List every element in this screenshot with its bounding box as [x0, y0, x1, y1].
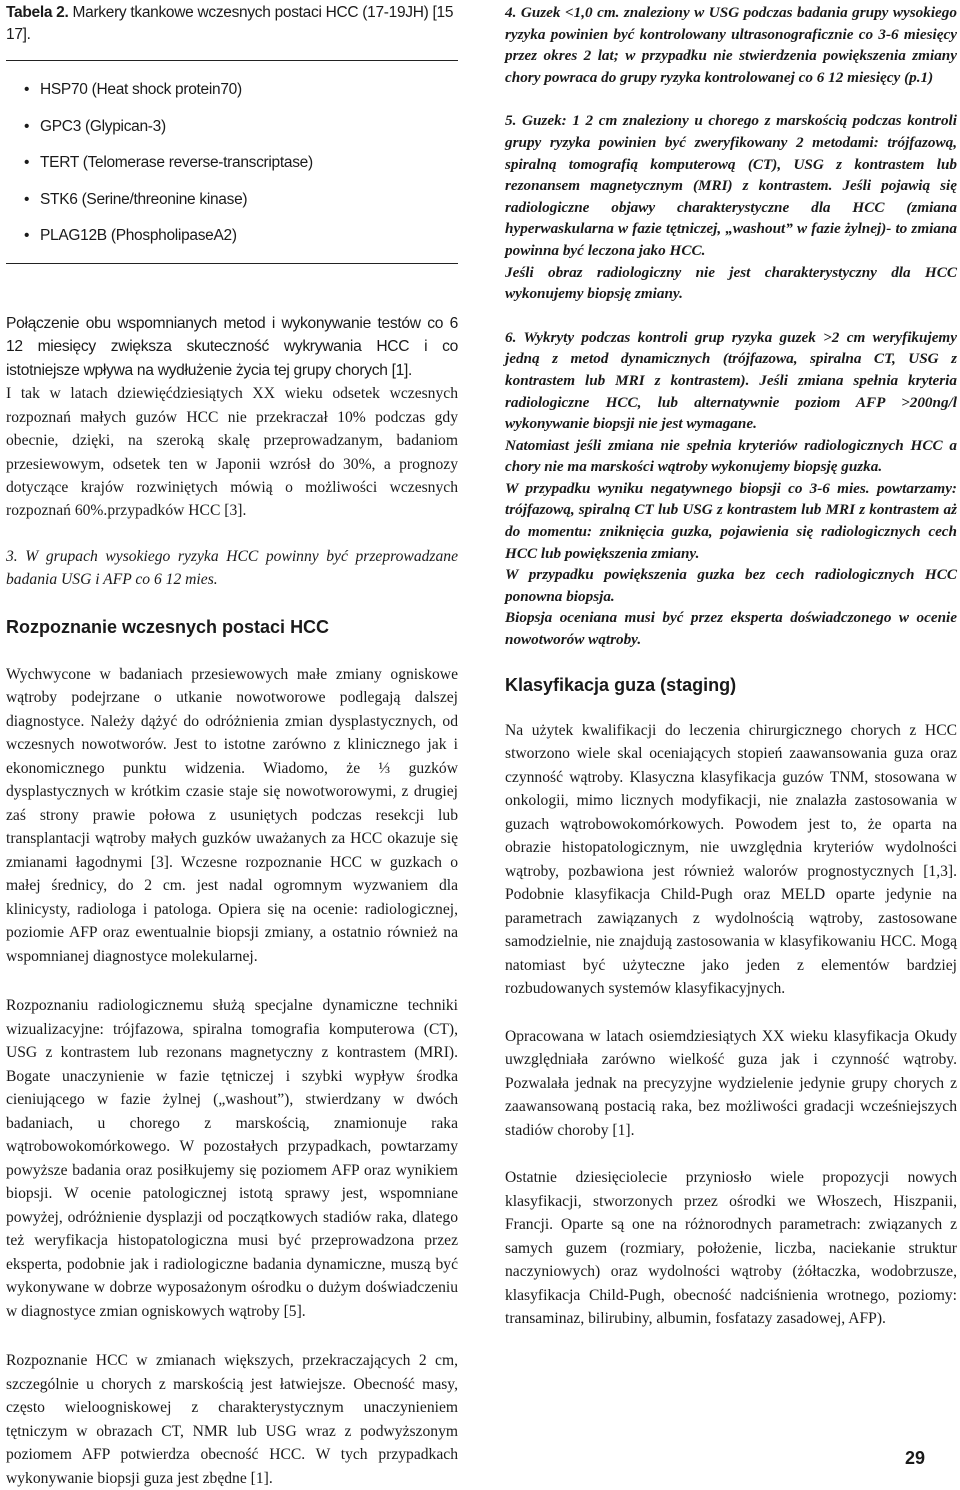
- section-heading: Klasyfikacja guza (staging): [505, 674, 737, 695]
- paragraph: Na użytek kwalifikacji do leczenia chirurgicznego chorych z HCC stworzono wiele skal oceniających stopień zaawansowania guza oraz czynność wątroby. Klasyczna klasyfikacja guzów TNM, stosowana w onkologii, mimo licznych modyfikacji, nie znalazła zastosowania w guzach wątrobowokomórkowych. Powodem jest to, że oparta na obrazie histopatologicznym, nie uwzględnia kryteriów wydolności wątroby, pozbawiona jest również walorów prognostycznych [1,3]. Podobnie klasyfikacja Child-Pugh oraz MELD oparte jedynie na parametrach zawiązanych z wydolnością wątroby, zastosowane samodzielnie, nie znajdują zastosowania w klasyfikowaniu HCC. Mogą natomiast być użyteczne jako jeden z elementów bardziej rozbudowanych systemów klasyfikacyjnych.: [505, 721, 957, 998]
- recommendation-5: 5. Guzek: 1 2 cm znaleziony u chorego z marskością podczas kontroli grupy ryzyka powinien być zweryfikowany 2 metodami: trójfazową, spiralną tomografią komputerową (CT), USG z kontrastem lub rezonansem magnetycznym (MRI) z kontrastem. Jeśli pojawią się radiologiczne objawy charakterystyczne dla HCC (zmiana hyperwaskularna w fazie tętniczej, „washout” w fazie żylnej)- to zmiana powinna być leczona jako HCC.: [505, 112, 957, 259]
- paragraph: I tak w latach dziewięćdziesiątych XX wieku odsetek wczesnych rozpoznań małych guzów HCC nie przekraczał 10% podczas gdy obecnie, dzięki, na szeroką skalę przeprowadzanym, badaniom przesiewowym, odsetek ten w Japonii wzrósł do 30%, a prognozy dotyczące krajów rozwiniętych mówią o możliwości wczesnych rozpoznań 60%.przypadków HCC [3].: [6, 385, 458, 520]
- paragraph: Ostatnie dziesięciolecie przyniosło wiele propozycji nowych klasyfikacji, stworzonych przez ośrodki we Włoszech, Hiszpanii, Francji. Oparte są one na różnorodnych parametrach: związanych z samych guzem (rozmiary, położenie, liczba, naciekanie struktur naczyniowych) oraz wydolności wątroby (żółtaczka, wodobrzusze, klasyfikacja Child-Pugh, obecność nadciśnienia wrotnego, poziomy: transaminaz, bilirubiny, albumin, fosfatazy zasadowej, AFP).: [505, 1169, 957, 1328]
- recommendation-3: 3. W grupach wysokiego ryzyka HCC powinny być przeprowadzane badania USG i AFP co 6 12 mies.: [6, 547, 458, 588]
- table-title: Markery tkankowe wczesnych postaci HCC (17-19JH) [15 17].: [6, 4, 454, 43]
- marker-item: • TERT (Telomerase reverse-transcriptase): [6, 145, 458, 182]
- marker-item: • HSP70 (Heat shock protein70): [6, 72, 458, 109]
- marker-list: [6, 61, 458, 263]
- paragraph: Opracowana w latach osiemdziesiątych XX wieku klasyfikacja Okudy uwzględniała zarówno wielkość guza jak i czynność wątroby. Pozwalała jednak na precyzyjne wydzielenie jedynie grupy chorych z zaawansowaną postacią raka, bez możliwości gradacji wcześniejszych stadiów choroby [1].: [505, 1027, 957, 1139]
- paragraph: Rozpoznaniu radiologicznemu służą specjalne dynamiczne techniki wizualizacyjne: trójfazowa, spiralna tomografia komputerowa (CT), USG z kontrastem lub rezonans magnetyczny z kontrastem (MRI). Bogate unaczynienie w fazie tętniczej i szybki wypływ środka cieniującego w fazie żylnej („washout”), stwierdzany w dwóch badaniach, u chorego z marskością, znamionuje raka wątrobowokomórkowego. W pozostałych przypadkach, powtarzamy powyższe badania oraz posiłkujemy się poziomem AFP oraz wynikiem biopsji. W ocenie patologicznej istotą sprawy jest, wspomniane powyżej, odróżnienie dysplazji od początkowych stadiów raka, dlatego też weryfikacja histopatologiczna musi być przeprowadzona przez eksperta, podobnie jak i radiologiczne badania dynamiczne, muszą być wykonywane w dobrze wyposażonym ośrodku o dużym doświadczeniu w diagnostyce zmian ogniskowych wątroby [5].: [6, 997, 458, 1320]
- recommendation-6: 6. Wykryty podczas kontroli grup ryzyka guzek >2 cm weryfikujemy jedną z metod dynamicznych (trójfazowa, spiralna CT, USG z kontrastem lub MRI z kontrastem). Jeśli zmiana spełnia kryteria radiologiczne HCC, lub alternatywnie poziom AFP >200ng/l wykonywanie biopsji nie jest wymagane.: [505, 328, 957, 433]
- recommendation-6-note: W przypadku powiększenia guzka bez cech radiologicznych HCC ponowna biopsja.: [505, 566, 957, 605]
- right-column: [505, 0, 957, 1331]
- table-label: Tabela 2.: [6, 4, 69, 21]
- table-caption: [6, 0, 458, 46]
- marker-item: • STK6 (Serine/threonine kinase): [6, 182, 458, 219]
- left-column: [6, 0, 458, 1490]
- recommendation-6-note: Biopsja oceniana musi być przez eksperta doświadczonego w ocenie nowotworów wątroby.: [505, 609, 957, 649]
- recommendations-block: [505, 0, 957, 651]
- paragraph: Połączenie obu wspomnianych metod i wykonywanie testów co 6 12 miesięcy zwiększa skuteczność wykrywania HCC i co istotniejsze wpływa na wydłużenie życia tej grupy chorych [1].: [6, 314, 458, 379]
- paragraph: Wychwycone w badaniach przesiewowych małe zmiany ogniskowe wątroby podejrzane o utkanie nowotworowe podlegają dalszej diagnostyce. Należy dążyć do odróżnienia zmian dysplastycznych, od wczesnych nowotworów. Jest to istotne zarówno z klinicznego jak i ekonomicznego punktu widzenia. Wiadomo, że ⅓ guzków dysplastycznych w krótkim czasie staje się nowotworowymi, z drugiej zaś strony prawie połowa z usuniętych podczas resekcji lub transplantacji wątroby małych guzków uważanych za HCC okazuje się zmianami łagodnymi [3]. Wczesne rozpoznanie HCC w guzkach o małej średnicy, do 2 cm. jest nadal ogromnym wyzwaniem dla klinicysty, radiologa i patologa. Opiera się na ocenie: radiologicznej, poziomie AFP oraz ewentualnie biopsji zmiany, a ostatnio również na wspomnianej diagnostyce molekularnej.: [6, 665, 458, 965]
- recommendation-6-note: Natomiast jeśli zmiana nie spełnia kryteriów radiologicznych HCC a chory nie ma marskości wątroby wykonujemy biopsję guzka.: [505, 436, 957, 476]
- table-2: [6, 0, 458, 264]
- section-heading: Rozpoznanie wczesnych postaci HCC: [6, 616, 330, 637]
- recommendation-5-note: Jeśli obraz radiologiczny nie jest charakterystyczny dla HCC wykonujemy biopsję zmiany.: [505, 263, 957, 303]
- paragraph: Rozpoznanie HCC w zmianach większych, przekraczających 2 cm, szczególnie u chorych z marskością jest łatwiejsze. Obecność masy, często wieloogniskowej z charakterystycznym unaczynieniem tętniczym w obrazach CT, NMR lub USG wraz z podwyższonym poziomem AFP potwierdza obecność HCC. W tych przypadkach wykonywanie biopsji guza jest zbędne [1].: [6, 1352, 458, 1487]
- recommendation-6-note: W przypadku wyniku negatywnego biopsji co 3-6 mies. powtarzamy: trójfazową, spiralną CT lub USG z kontrastem lub MRI z kontrastem aż do momentu: zniknięcia guzka, pojawienia się radiologicznych cech HCC lub powiększenia zmiany.: [505, 479, 957, 562]
- marker-item: • PLAG12B (PhospholipaseA2): [6, 218, 458, 255]
- recommendation-4: 4. Guzek <1,0 cm. znaleziony w USG podczas badania grupy wysokiego ryzyka powinien być kontrolowany ultrasonograficznie co 3-6 miesięcy przez okres 2 lat; w przypadku nie stwierdzenia powiększenia zmiany chory powraca do grupy ryzyka kontrolowanej co 6 12 miesięcy (p.1): [505, 4, 957, 86]
- table-bottom-rule: [6, 263, 458, 264]
- page-number: 29: [905, 1448, 926, 1468]
- marker-item: • GPC3 (Glypican-3): [6, 109, 458, 146]
